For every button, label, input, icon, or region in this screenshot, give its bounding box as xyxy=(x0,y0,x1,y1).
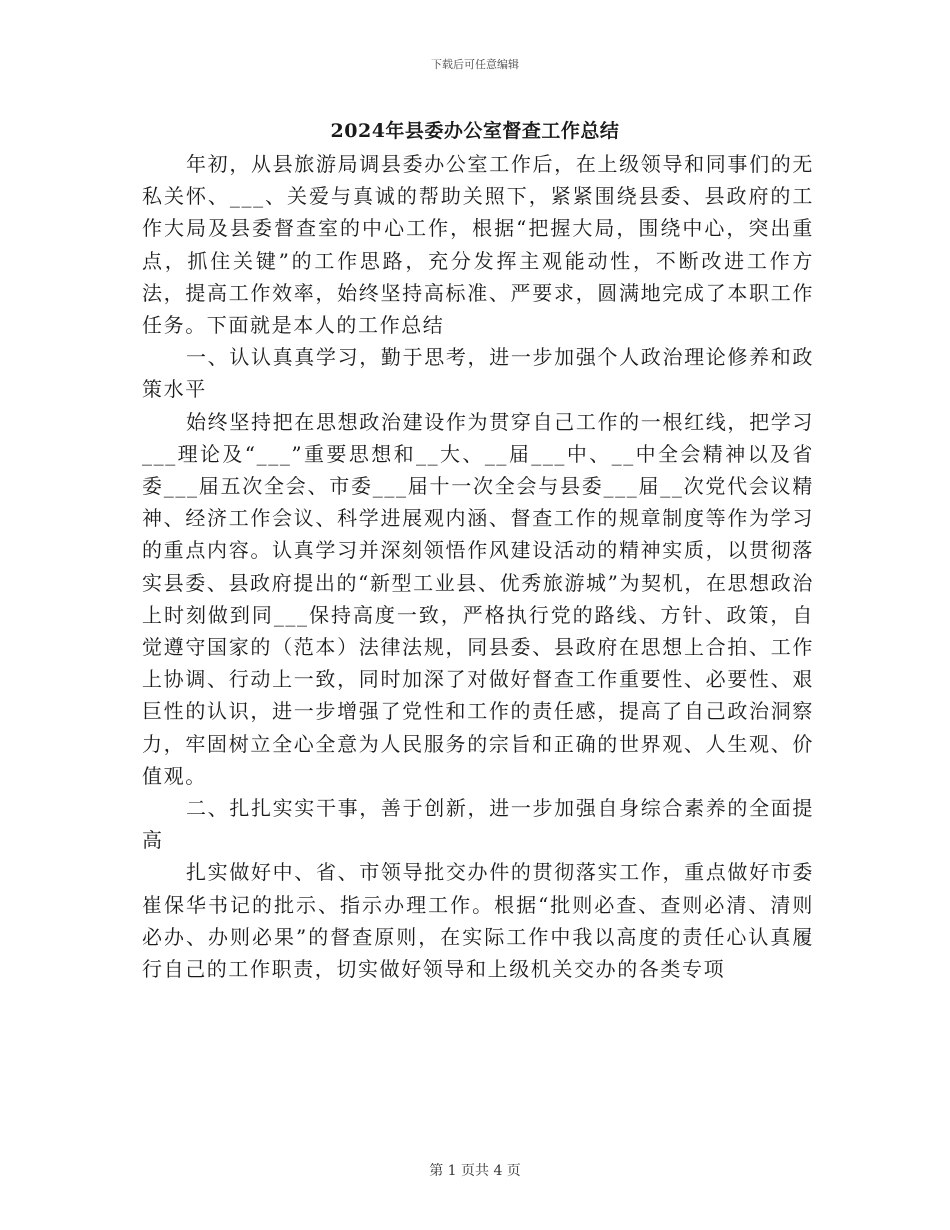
section-heading-1: 一、认认真真学习，勤于思考，进一步加强个人政治理论修养和政策水平 xyxy=(142,345,814,402)
paragraph-section-1: 始终坚持把在思想政治建设作为贯穿自己工作的一根红线，把学习___理论及“___”重要思想和__大、__届___中、__中全会精神以及省委___届五次全会、市委___届十一次全会与县委___届__次党代会议精神、经济工作会议、科学进展观内涵、督查工作的规章制度等作为学习的重点内容。认真学习并深刻领悟作风建设活动的精神实质，以贯彻落实县委、县政府提出的“新型工业县、优秀旅游城”为契机，在思想政治上时刻做到同___保持高度一致，严格执行党的路线、方针、政策，自觉遵守国家的（范本）法律法规，同县委、县政府在思想上合拍、工作上协调、行动上一致，同时加深了对做好督查工作重要性、必要性、艰巨性的认识，进一步增强了党性和工作的责任感，提高了自己政治洞察力，牢固树立全心全意为人民服务的宗旨和正确的世界观、人生观、价值观。 xyxy=(142,409,814,788)
paragraph-intro: 年初，从县旅游局调县委办公室工作后，在上级领导和同事们的无私关怀、___、关爱与真诚的帮助关照下，紧紧围绕县委、县政府的工作大局及县委督查室的中心工作，根据“把握大局，围绕中心，突出重点，抓住关键”的工作思路，充分发挥主观能动性，不断改进工作方法，提高工作效率，始终坚持高标准、严要求，圆满地完成了本职工作任务。下面就是本人的工作总结 xyxy=(142,152,814,338)
page-number: 第 1 页共 4 页 xyxy=(429,1163,521,1179)
document-body xyxy=(142,148,814,985)
paragraph-section-2: 扎实做好中、省、市领导批交办件的贯彻落实工作，重点做好市委崔保华书记的批示、指示办理工作。根据“批则必查、查则必清、清则必办、办则必果”的督查原则，在实际工作中我以高度的责任心认真履行自己的工作职责，切实做好领导和上级机关交办的各类专项 xyxy=(142,860,814,982)
section-heading-2: 二、扎扎实实干事，善于创新，进一步加强自身综合素养的全面提高 xyxy=(142,796,814,853)
document-title: 2024年县委办公室督查工作总结 xyxy=(330,120,620,142)
page-header-note: 下载后可任意编辑 xyxy=(431,58,519,71)
